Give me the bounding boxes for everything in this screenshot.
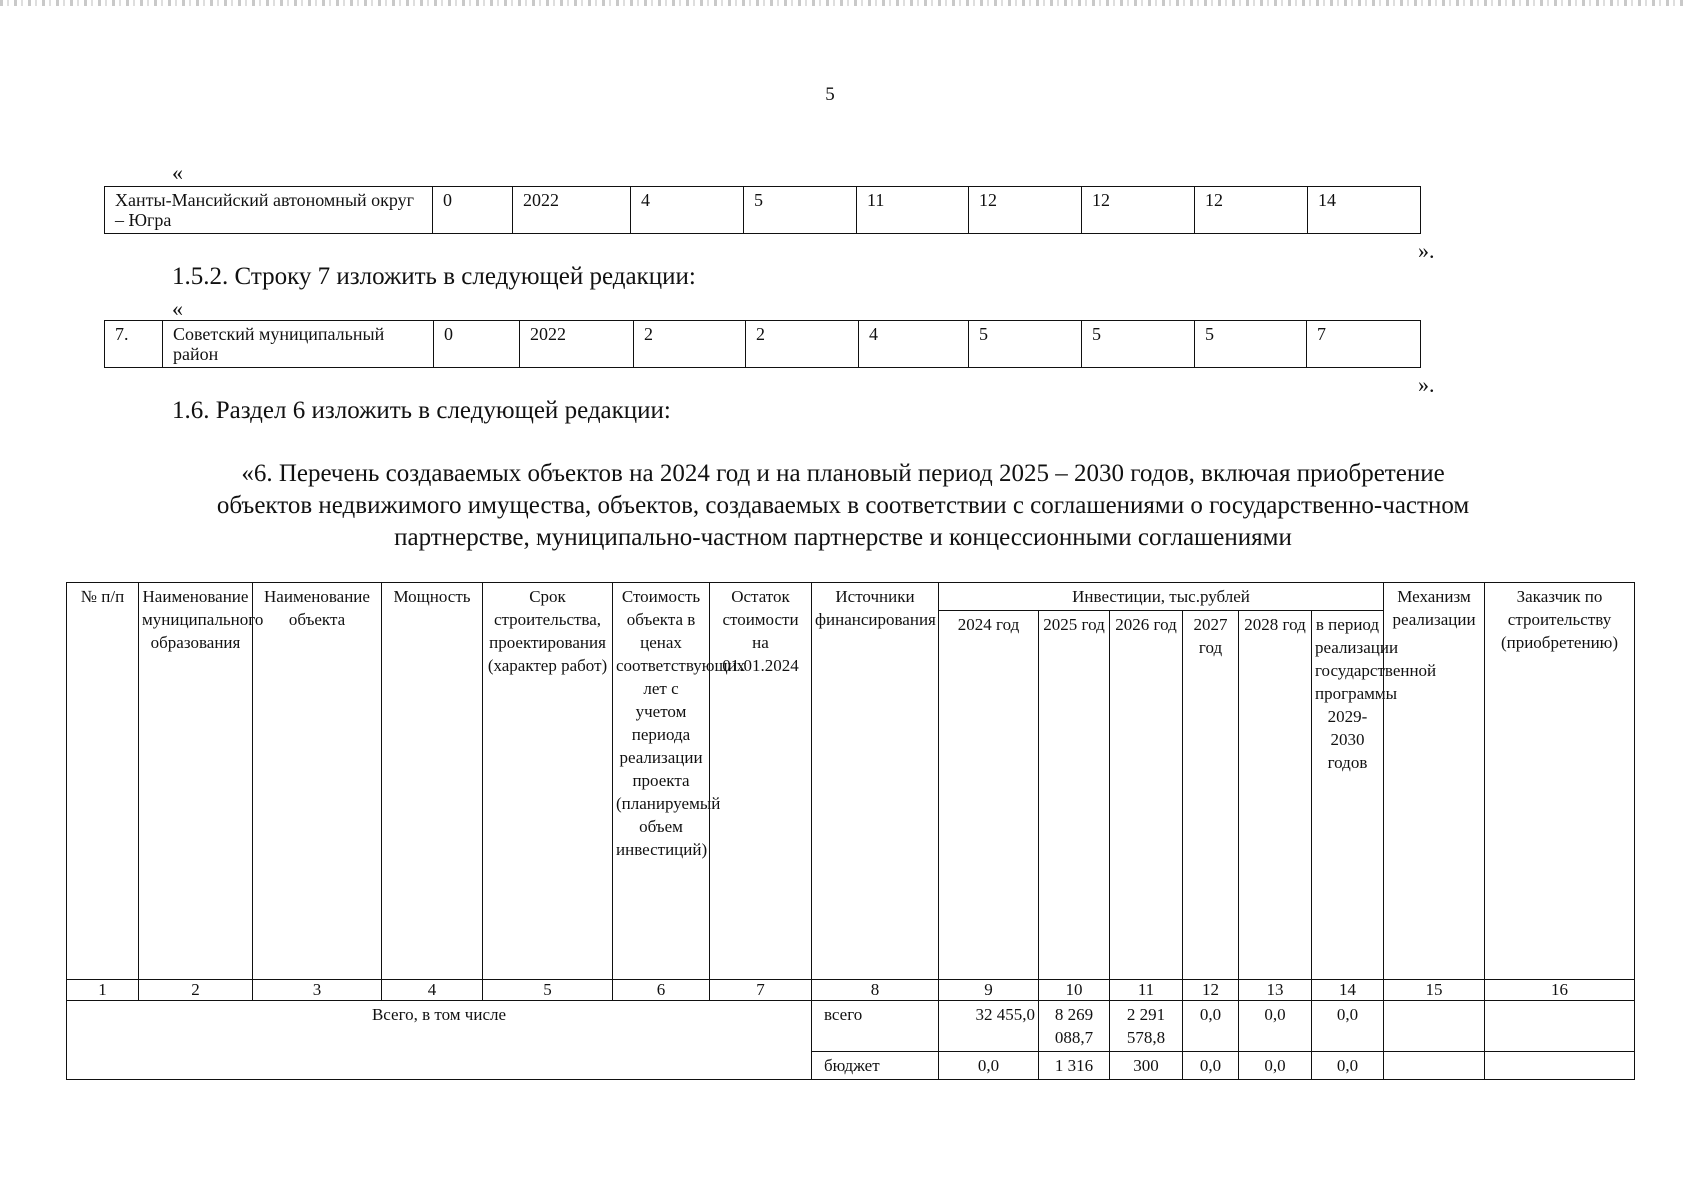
header-num: № п/п [67,583,139,980]
header-capacity: Мощность [382,583,483,980]
section-heading-line-1: «6. Перечень создаваемых объектов на 2024 год и на плановый период 2025 – 2030 годов, включая приобретение [241,460,1445,487]
table-cell: 5 [969,321,1082,368]
page-number: 5 [825,84,835,105]
header-term: Срок строительства, проектирования (характер работ) [483,583,613,980]
value-2025: 1 316 [1039,1052,1110,1080]
value-2024: 32 455,0 [939,1001,1039,1052]
header-2026: 2026 год [1110,611,1183,980]
column-number: 11 [1110,980,1183,1001]
column-number: 3 [253,980,382,1001]
table-cell: 2022 [520,321,634,368]
value-2025: 8 269 088,7 [1039,1001,1110,1052]
header-municipality: Наименование муниципального образования [139,583,253,980]
column-number: 16 [1485,980,1635,1001]
header-2025: 2025 год [1039,611,1110,980]
value-period: 0,0 [1312,1001,1384,1052]
total-label: Всего, в том числе [67,1001,812,1080]
value-2027: 0,0 [1183,1052,1239,1080]
section-heading-line-3: партнерстве, муниципально-частном партнерстве и концессионными соглашениями [394,524,1292,551]
column-number: 10 [1039,980,1110,1001]
table-cell: 2022 [513,187,631,234]
table-row [105,187,1421,234]
table-cell: 12 [1195,187,1308,234]
table-row [105,321,1421,368]
customer-cell [1485,1052,1635,1080]
table-cell: 2 [746,321,859,368]
table-cell: 14 [1308,187,1421,234]
table-cell: 5 [1195,321,1307,368]
table-fragment-2 [104,320,1421,368]
table-fragment-1 [104,186,1421,234]
paragraph-1-6: 1.6. Раздел 6 изложить в следующей редакции: [172,397,671,424]
column-number: 8 [812,980,939,1001]
header-cost: Стоимость объекта в ценах соответствующих лет с учетом периода реализации проекта (планируемый объем инвестиций) [613,583,710,980]
row-number: 7. [105,321,163,368]
table-cell: 12 [1082,187,1195,234]
column-number: 7 [710,980,812,1001]
header-2024: 2024 год [939,611,1039,980]
table-cell: 5 [744,187,857,234]
header-2028: 2028 год [1239,611,1312,980]
region-name: Ханты-Мансийский автономный округ – Югра [105,187,433,234]
value-2026: 300 [1110,1052,1183,1080]
value-2026: 2 291 578,8 [1110,1001,1183,1052]
header-2027: 2027 год [1183,611,1239,980]
table-cell: 2 [634,321,746,368]
column-number: 9 [939,980,1039,1001]
column-number: 4 [382,980,483,1001]
header-mechanism: Механизм реализации [1384,583,1485,980]
header-object-name: Наименование объекта [253,583,382,980]
column-number: 6 [613,980,710,1001]
table-cell: 5 [1082,321,1195,368]
district-name: Советский муниципальный район [163,321,434,368]
open-quote: « [172,160,183,185]
close-quote: ». [1418,238,1435,263]
value-2027: 0,0 [1183,1001,1239,1052]
paragraph-1-5-2: 1.5.2. Строку 7 изложить в следующей редакции: [172,263,696,290]
header-remainder: Остаток стоимости на 01.01.2024 [710,583,812,980]
column-number: 5 [483,980,613,1001]
header-customer: Заказчик по строительству (приобретению) [1485,583,1635,980]
table-cell: 11 [857,187,969,234]
section-heading [110,458,1576,554]
table-header-row [67,583,1635,611]
objects-table [66,582,1635,1080]
value-2028: 0,0 [1239,1001,1312,1052]
table-cell: 4 [631,187,744,234]
column-number: 1 [67,980,139,1001]
mechanism-cell [1384,1001,1485,1052]
header-period: в период реализации государственной программы 2029-2030 годов [1312,611,1384,980]
section-heading-line-2: объектов недвижимого имущества, объектов, создаваемых в соответствии с соглашениями о государственно-частном [216,492,1470,519]
customer-cell [1485,1001,1635,1052]
mechanism-cell [1384,1052,1485,1080]
table-cell: 12 [969,187,1082,234]
value-2024: 0,0 [939,1052,1039,1080]
column-number: 14 [1312,980,1384,1001]
table-cell: 7 [1307,321,1421,368]
column-number: 2 [139,980,253,1001]
column-number: 13 [1239,980,1312,1001]
close-quote: ». [1418,372,1435,397]
column-number-row [67,980,1635,1001]
value-period: 0,0 [1312,1052,1384,1080]
header-investments: Инвестиции, тыс.рублей [939,583,1384,611]
value-2028: 0,0 [1239,1052,1312,1080]
table-cell: 0 [433,187,513,234]
column-number: 15 [1384,980,1485,1001]
open-quote: « [172,296,183,321]
table-cell: 4 [859,321,969,368]
header-sources: Источники финансирования [812,583,939,980]
table-cell: 0 [434,321,520,368]
source-cell: всего [812,1001,939,1052]
column-number: 12 [1183,980,1239,1001]
scan-artifact-line [0,0,1686,6]
source-cell: бюджет [812,1052,939,1080]
table-row [67,1001,1635,1052]
